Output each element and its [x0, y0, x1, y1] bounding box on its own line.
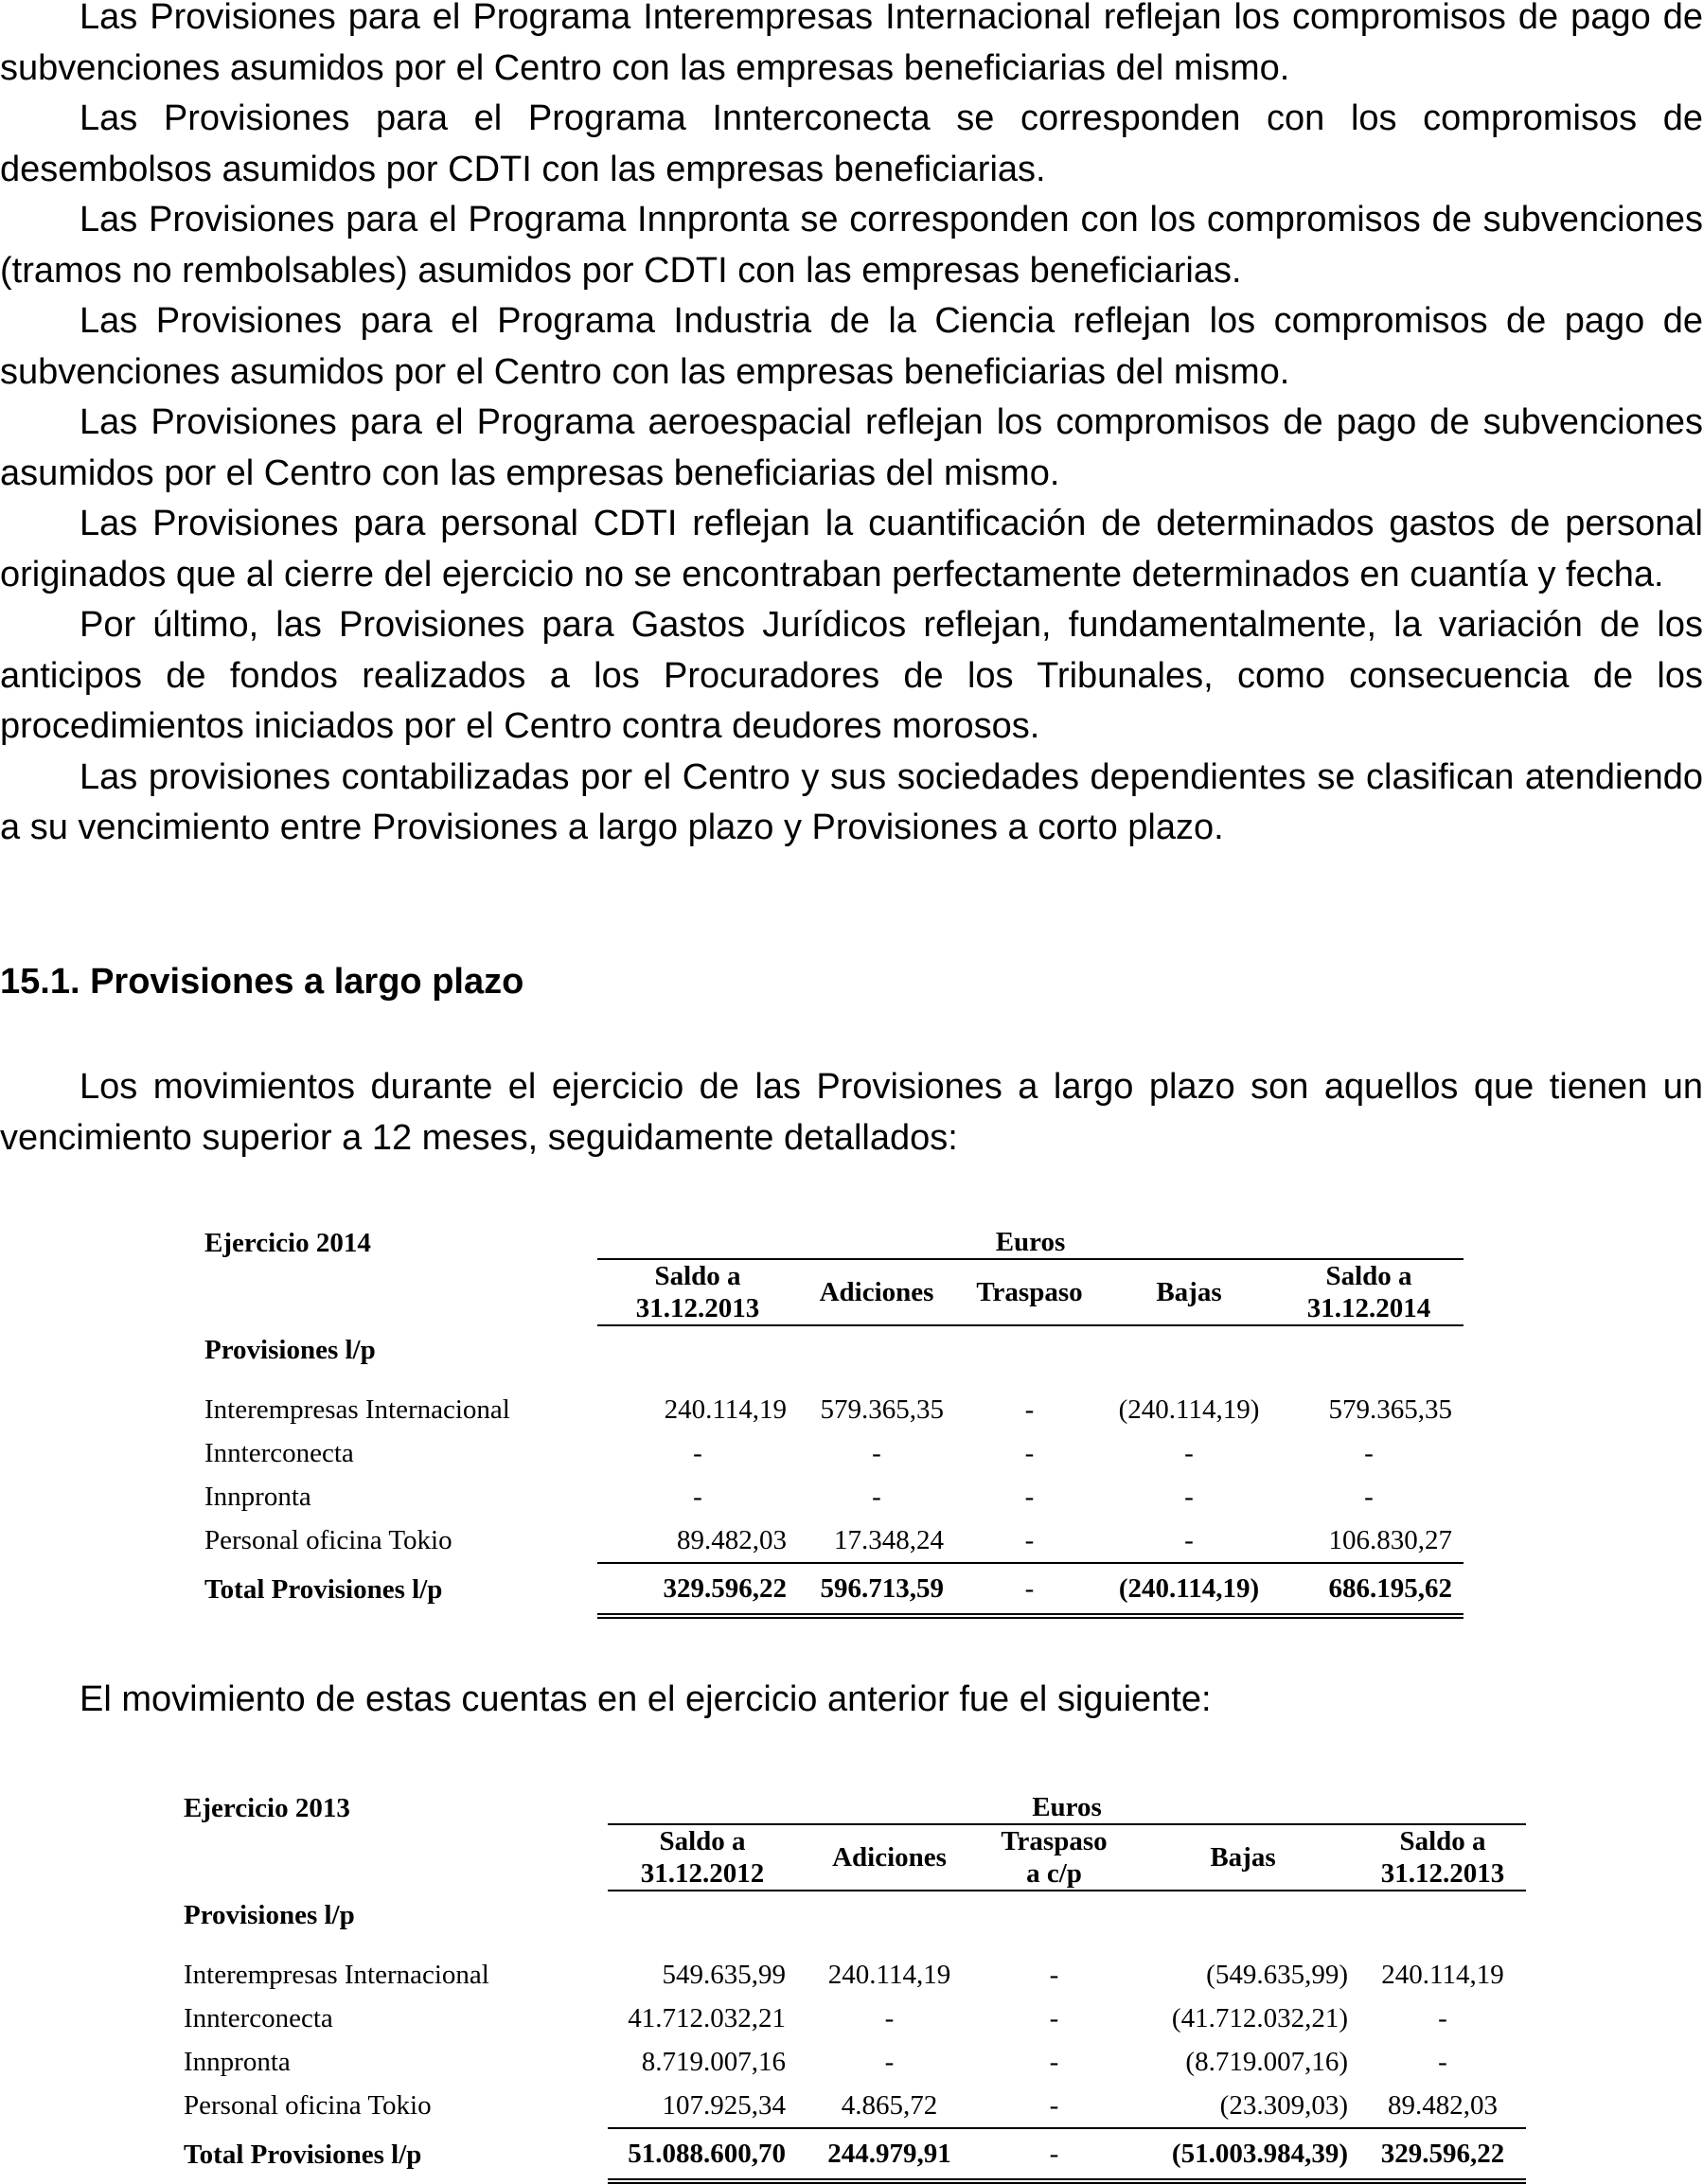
column-header-opening: Saldo a 31.12.2012 [608, 1824, 797, 1891]
paragraph: Los movimientos durante el ejercicio de las Provisiones a largo plazo son aquellos que tienen un vencimiento superior a 12 meses, seguidamente detallados: [0, 1067, 1703, 1158]
column-header-transfer: Traspaso a c/p [982, 1824, 1126, 1891]
column-header-transfer: Traspaso [955, 1259, 1104, 1325]
table-row: Interempresas Internacional 240.114,19 579.365,35 - (240.114,19) 579.365,35 [204, 1394, 1452, 1425]
paragraph: El movimiento de estas cuentas en el ejercicio anterior fue el siguiente: [80, 1679, 1212, 1719]
total-row: Total Provisiones l/p 51.088.600,70 244.979,91 - (51.003.984,39) 329.596,22 [184, 2128, 1526, 2181]
column-header-additions: Adiciones [797, 1824, 982, 1891]
paragraph: Las Provisiones para el Programa aeroespacial reflejan los compromisos de pago de subvenciones asumidos por el Centro con las empresas beneficiarias del mismo. [0, 402, 1703, 493]
paragraph: Las Provisiones para el Programa Innpronta se corresponden con los compromisos de subvenciones (tramos no rembolsables) asumidos por CDTI con las empresas beneficiarias. [0, 200, 1703, 291]
table-row: Innterconecta 41.712.032,21 - - (41.712.032,21) - [184, 2002, 1447, 2033]
column-header-additions: Adiciones [798, 1259, 955, 1325]
column-header-opening: Saldo a 31.12.2013 [597, 1259, 798, 1325]
table-row: Innpronta 8.719.007,16 - - (8.719.007,16) - [184, 2046, 1447, 2077]
table-row: Personal oficina Tokio 107.925,34 4.865,72 - (23.309,03) 89.482,03 [184, 2084, 1526, 2128]
group-label: Provisiones l/p [184, 1899, 355, 1930]
provisions-table-2014 [204, 1226, 1464, 1619]
paragraph: Las Provisiones para personal CDTI reflejan la cuantificación de determinados gastos de personal originados que al cierre del ejercicio no se encontraban perfectamente determinados en cuantía y fecha. [0, 504, 1703, 595]
column-header-disposals: Bajas [1126, 1824, 1359, 1891]
group-label: Provisiones l/p [204, 1334, 376, 1365]
total-row: Total Provisiones l/p 329.596,22 596.713,59 - (240.114,19) 686.195,62 [204, 1563, 1464, 1616]
column-header-closing: Saldo a 31.12.2014 [1274, 1259, 1464, 1325]
table-year-label: Ejercicio 2014 [204, 1227, 371, 1258]
table-row: Innterconecta - - - - - [204, 1437, 1374, 1468]
table-row: Personal oficina Tokio 89.482,03 17.348,24 - - 106.830,27 [204, 1518, 1464, 1563]
currency-label: Euros [597, 1226, 1464, 1259]
paragraph: Las Provisiones para el Programa Interempresas Internacional reflejan los compromisos de pago de subvenciones asumidos por el Centro con las empresas beneficiarias del mismo. [0, 0, 1703, 88]
column-header-disposals: Bajas [1104, 1259, 1274, 1325]
table-year-label: Ejercicio 2013 [184, 1792, 350, 1823]
intro-text [0, 0, 1703, 854]
currency-label: Euros [608, 1791, 1526, 1824]
paragraph: Las provisiones contabilizadas por el Centro y sus sociedades dependientes se clasifican atendiendo a su vencimiento entre Provisiones a largo plazo y Provisiones a corto plazo. [0, 756, 1703, 847]
provisions-table-2013 [184, 1791, 1526, 2184]
table-row: Interempresas Internacional 549.635,99 240.114,19 - (549.635,99) 240.114,19 [184, 1959, 1504, 1990]
paragraph: Las Provisiones para el Programa Industria de la Ciencia reflejan los compromisos de pago de subvenciones asumidos por el Centro con las empresas beneficiarias del mismo. [0, 301, 1703, 392]
table-row: Innpronta - - - - - [204, 1481, 1374, 1512]
column-header-closing: Saldo a 31.12.2013 [1359, 1824, 1526, 1891]
paragraph: Por último, las Provisiones para Gastos Jurídicos reflejan, fundamentalmente, la variación de los anticipos de fondos realizados a los Procuradores de los Tribunales, como consecuencia de los procedimientos iniciados por el Centro contra deudores morosos. [0, 605, 1703, 746]
paragraph: Las Provisiones para el Programa Innterconecta se corresponden con los compromisos de desembolsos asumidos por CDTI con las empresas beneficiarias. [0, 98, 1703, 189]
section-heading: 15.1. Provisiones a largo plazo [0, 962, 524, 1002]
